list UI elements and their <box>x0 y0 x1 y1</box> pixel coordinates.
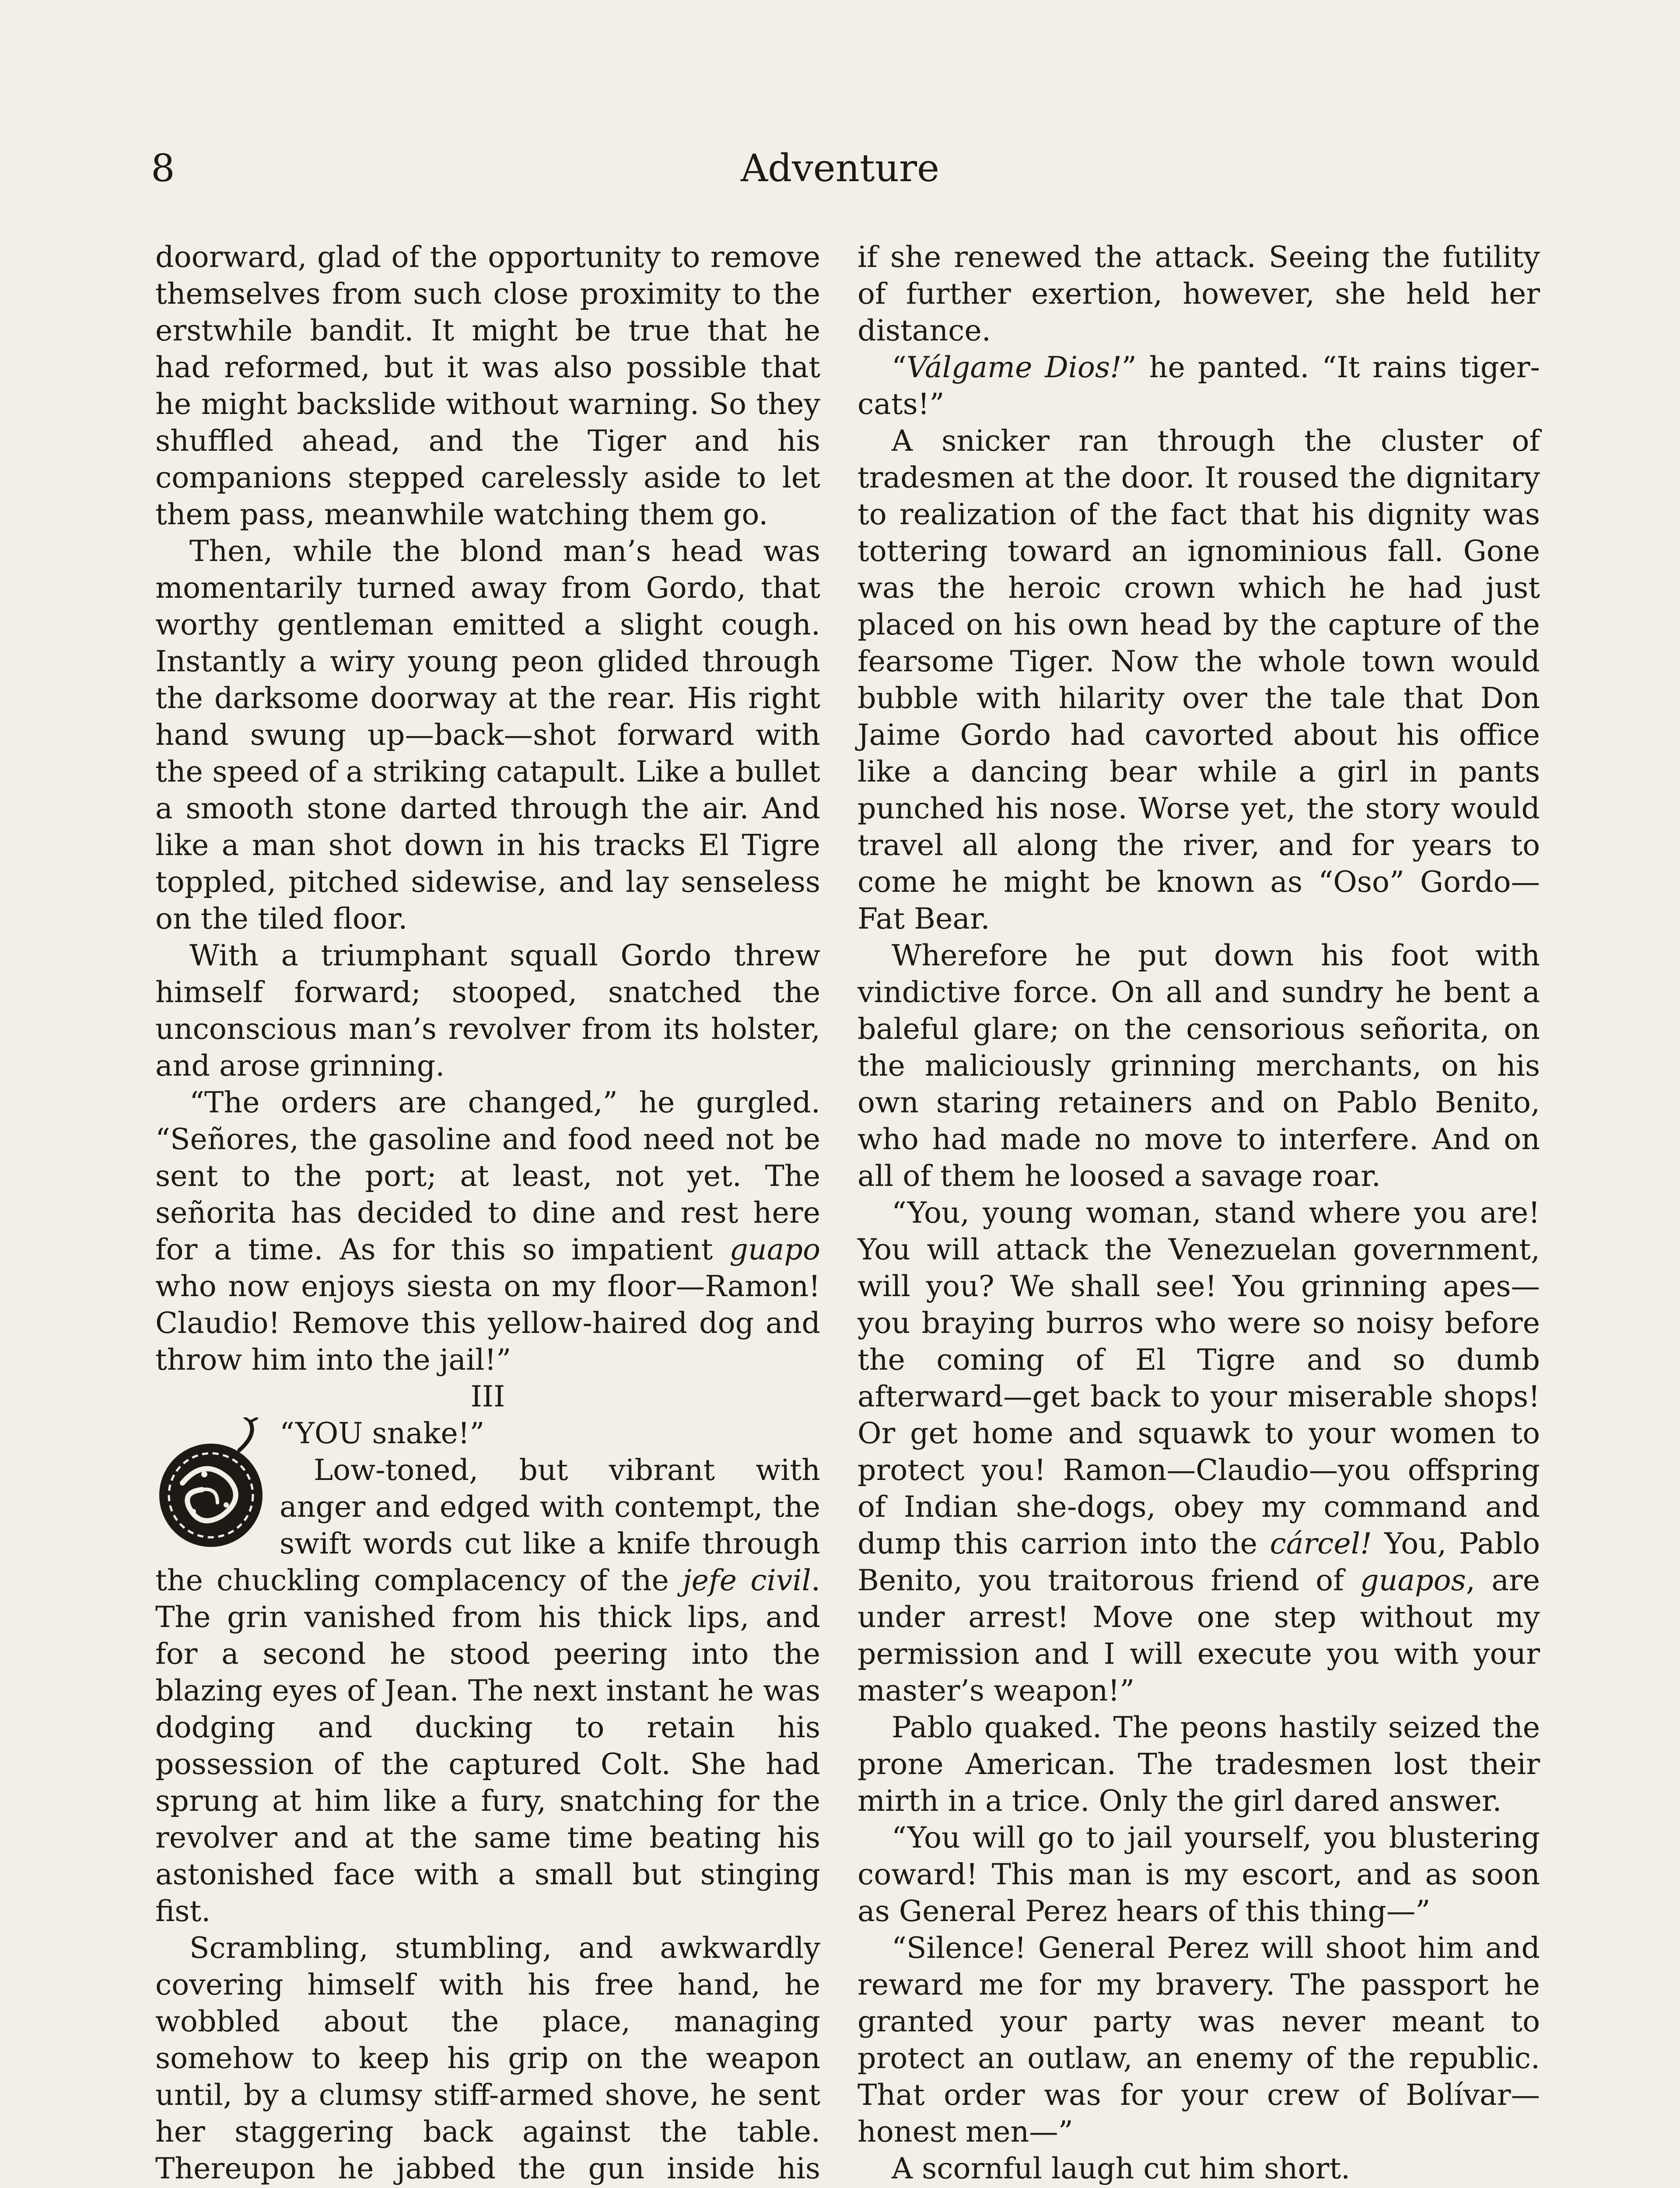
page-number: 8 <box>151 147 175 190</box>
paragraph: A snicker ran through the cluster of tradesmen at the door. It roused the dignitary to realization of the fact that his dignity was tottering toward an ignominious fall. Gone was the heroic crown which he had just placed on his own head by the capture of the fearsome Tiger. Now the whole town would bubble with hilarity over the tale that Don Jaime Gordo had cavorted about his office like a dancing bear while a girl in pants punched his nose. Worse yet, the story would travel all along the river, and for years to come he might be known as “Oso” Gordo—Fat Bear. <box>858 424 1540 936</box>
left-column <box>155 238 820 2188</box>
right-paragraphs <box>858 238 1540 2188</box>
section-three-text <box>155 1415 820 2188</box>
paragraph: A scornful laugh cut him short. <box>892 2151 1351 2185</box>
right-column <box>858 238 1540 2188</box>
paragraph: Pablo quaked. The peons hastily seized the prone American. The tradesmen lost their mirth in a trice. Only the girl dared answer. <box>858 1710 1540 1818</box>
paragraph: doorward, glad of the opportunity to remove themselves from such close proximity to the erstwhile bandit. It might be true that he had reformed, but it was also possible that he might backslide without warning. So they shuffled ahead, and the Tiger and his companions stepped carelessly aside to let them pass, meanwhile watching them go. <box>155 240 820 531</box>
paragraph: With a triumphant squall Gordo threw himself forward; stooped, snatched the unconscious man’s revolver from its holster, and arose grinning. <box>155 938 820 1083</box>
paragraph: if she renewed the attack. Seeing the futility of further exertion, however, she held her distance. <box>858 240 1540 347</box>
paragraph: Low-toned, but vibrant with anger and edged with contempt, the swift words cut like a knife through the chuckling complacency of the jefe civil. The grin vanished from his thick lips, and for a second he stood peering into the blazing eyes of Jean. The next instant he was dodging and ducking to retain his possession of the captured Colt. She had sprung at him like a fury, snatching for the revolver and at the same time beating his astonished face with a small but stinging fist. <box>155 1453 820 1928</box>
running-title: Adventure <box>741 147 939 190</box>
paragraph: “Válgame Dios!” he panted. “It rains tiger-cats!” <box>858 350 1540 421</box>
paragraph: “You, young woman, stand where you are! You will attack the Venezuelan government, will you? We shall see! You grinning apes—you braying burros who were so noisy before the coming of El Tigre and so dumb afterward—get back to your miserable shops! Or get home and squawk to your women to protect you! Ramon—Claudio—you offspring of Indian she-dogs, obey my command and dump this carrion into the cárcel! You, Pablo Benito, you traitorous friend of guapos, are under arrest! Move one step without my permission and I will execute you with your master’s weapon!” <box>858 1196 1540 1708</box>
left-paragraphs <box>155 238 820 1378</box>
section-number: III <box>470 1379 505 1413</box>
paragraph: Then, while the blond man’s head was momentarily turned away from Gordo, that worthy gentleman emitted a slight cough. Instantly a wiry young peon glided through the darksome doorway at the rear. His right hand swung up—back—shot forward with the speed of a striking catapult. Like a bullet a smooth stone darted through the air. And like a man shot down in his tracks El Tigre toppled, pitched sidewise, and lay senseless on the tiled floor. <box>155 534 820 936</box>
page-header <box>0 144 1680 201</box>
paragraph: “You will go to jail yourself, you blustering coward! This man is my escort, and as soon as General Perez hears of this thing—” <box>858 1820 1540 1928</box>
paragraph: “YOU snake!” <box>280 1416 485 1450</box>
paragraph: Scrambling, stumbling, and awkwardly covering himself with his free hand, he wobbled about the place, managing somehow to keep his grip on the weapon until, by a clumsy stiff-armed shove, he sent her staggering back against the table. Thereupon he jabbed the gun inside his <box>155 1931 820 2185</box>
paragraph: Wherefore he put down his foot with vindictive force. On all and sundry he bent a baleful glare; on the censorious señorita, on the maliciously grinning merchants, on his own staring retainers and on Pablo Benito, who had made no move to interfere. And on all of them he loosed a savage roar. <box>858 938 1540 1193</box>
paragraph: “Silence! General Perez will shoot him and reward me for my bravery. The passport he granted your party was never meant to protect an outlaw, an enemy of the republic. That order was for your crew of Bolívar—honest men—” <box>858 1931 1540 2149</box>
paragraph: “The orders are changed,” he gurgled. “Señores, the gasoline and food need not be sent to the port; at least, not yet. The señorita has decided to dine and rest here for a time. As for this so impatient guapo who now enjoys siesta on my floor—Ramon! Claudio! Remove this yellow-haired dog and throw him into the jail!” <box>155 1085 820 1377</box>
snake-ornament-icon <box>152 1417 270 1557</box>
